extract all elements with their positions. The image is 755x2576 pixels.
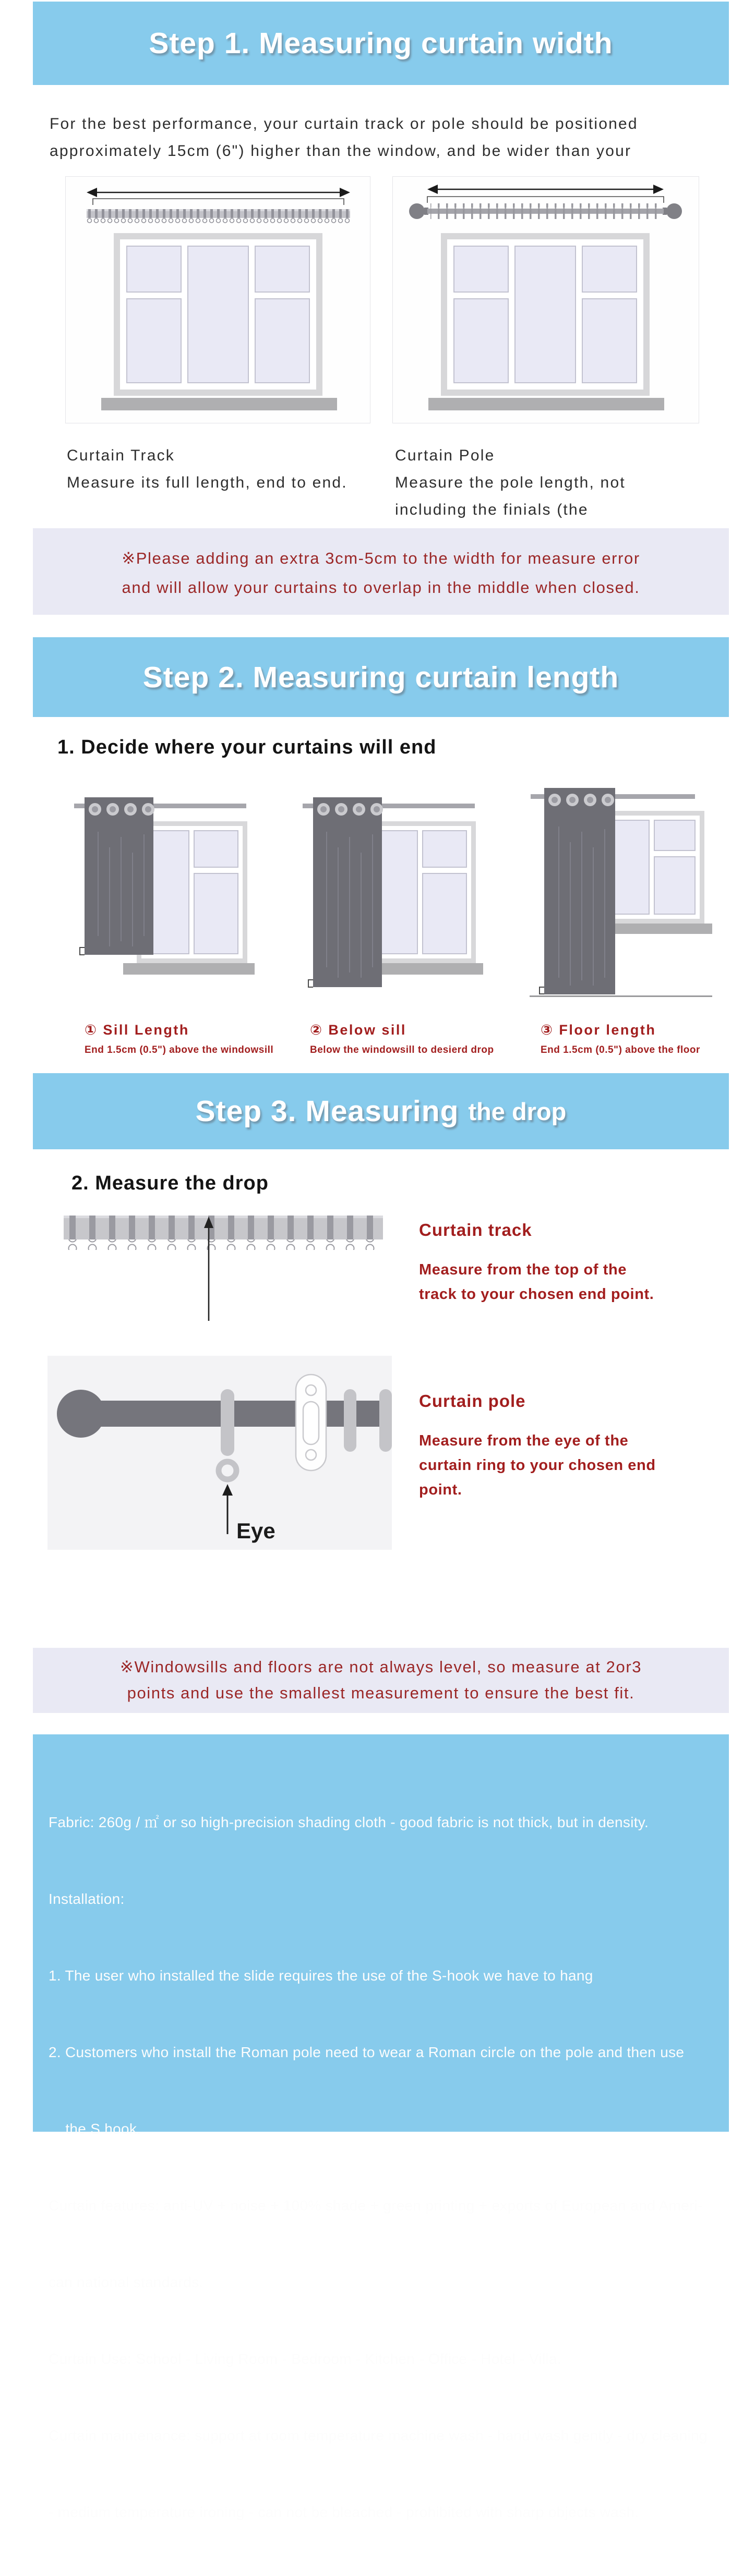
step2-banner xyxy=(33,637,729,717)
info-line: Installation: xyxy=(49,1891,125,1907)
pole-measure-line2: curtain ring to your chosen end xyxy=(419,1457,656,1474)
option3-desc: End 1.5cm (0.5") above the floor xyxy=(541,1044,700,1055)
pole-measure-line1: Measure from the eye of the xyxy=(419,1432,629,1449)
step1-banner-title: Step 1. Measuring curtain width xyxy=(149,27,613,60)
below-sill-graphic xyxy=(302,780,516,1001)
width-notice-line1: ※Please adding an extra 3cm-5cm to the width for measure error xyxy=(122,549,640,567)
track-measure-title: Curtain track xyxy=(419,1220,532,1240)
step3-banner-title: Step 3. Measuring xyxy=(195,1095,459,1128)
step3-banner xyxy=(33,1073,729,1149)
step1-banner xyxy=(33,2,729,85)
step1-intro-line1: For the best performance, your curtain track or pole should be positioned xyxy=(50,115,638,132)
curtain-ring xyxy=(379,1389,392,1452)
info-line: 1. The user who installed the slide requires the use of the S-hook we have to hang xyxy=(49,1967,593,1984)
length-option-floor xyxy=(530,780,745,1056)
measure-mark xyxy=(308,980,313,987)
pole-caption-title: Curtain Pole xyxy=(395,447,495,464)
wall-bracket xyxy=(296,1375,326,1471)
pole-measure-line3: point. xyxy=(419,1481,462,1498)
pole-measure-graphic xyxy=(47,1356,392,1550)
option2-desc: Below the windowsill to desierd drop xyxy=(310,1044,494,1055)
step3-banner-subtitle: the drop xyxy=(468,1097,567,1125)
curtain-ring xyxy=(344,1389,356,1452)
info-line: Fabric: 260g / ㎡ or so high-precision shading cloth - good fabric is not thick, but in density. xyxy=(49,1814,649,1830)
track-measure-graphic xyxy=(63,1212,389,1325)
window-graphic xyxy=(101,233,337,410)
track-measure-diagram xyxy=(63,1212,389,1327)
curtain-track-diagram xyxy=(65,176,370,423)
level-notice xyxy=(33,1648,729,1713)
option1-desc: End 1.5cm (0.5") above the windowsill xyxy=(85,1044,274,1055)
track-window-graphic xyxy=(66,177,371,423)
track-caption-title: Curtain Track xyxy=(67,447,175,464)
track-caption xyxy=(67,442,347,496)
info-line: Curtain Use: School - Living Room - Bedroom - Kitchen - Office - Hotel - Villa. xyxy=(49,2351,561,2367)
sill-length-graphic xyxy=(73,780,287,1001)
curtain-track-graphic xyxy=(87,209,350,225)
eye-label: Eye xyxy=(236,1518,275,1543)
info-line: - medium temperature ironing - can not be bleached - prohibited with sharp objects wash. xyxy=(49,2504,639,2520)
product-info-box xyxy=(33,1734,729,2520)
track-caption-body: Measure its full length, end to end. xyxy=(67,474,347,491)
step1-intro xyxy=(50,111,638,165)
info-line: Curtain maintenance: support at room temperature machine wash - hand wash gently - dry cleaning xyxy=(49,2427,708,2444)
track-measure-body xyxy=(419,1258,654,1307)
length-option-sill xyxy=(73,780,288,1056)
curtain-pole-graphic xyxy=(409,203,682,219)
pole-caption-line2: including the finials (the xyxy=(395,501,589,518)
curtain-graphic xyxy=(313,797,383,987)
info-line: Curtain features: anti-UV + noise + 100% shade + green printing + exports of European and Ameri- xyxy=(49,2197,703,2214)
option2-title: ② Below sill xyxy=(310,1022,406,1038)
option3-title: ③ Floor length xyxy=(541,1022,656,1038)
level-notice-line1: ※Windowsills and floors are not always level, so measure at 2or3 xyxy=(119,1658,642,1676)
curtain-pole-diagram xyxy=(392,176,699,423)
track-measure-line2: track to your chosen end point. xyxy=(419,1286,654,1303)
floor-line xyxy=(530,995,712,997)
measure-mark xyxy=(540,987,544,994)
option1-title: ① Sill Length xyxy=(85,1022,189,1038)
length-option-below-sill xyxy=(302,780,517,1056)
step3-heading: 2. Measure the drop xyxy=(71,1172,269,1194)
info-line: the S hook. xyxy=(49,2121,141,2137)
window-graphic xyxy=(428,233,664,410)
level-notice-line2: points and use the smallest measurement to ensure the best fit. xyxy=(127,1684,635,1702)
pole-measure-title: Curtain pole xyxy=(419,1391,526,1411)
width-notice-line2: and will allow your curtains to overlap in the middle when closed. xyxy=(122,578,640,597)
width-arrow xyxy=(427,185,664,203)
step2-heading: 1. Decide where your curtains will end xyxy=(57,736,437,758)
step1-intro-line2: approximately 15cm (6") higher than the window, and be wider than your xyxy=(50,142,632,160)
pole-measure-body xyxy=(419,1429,656,1502)
curtain-graphic xyxy=(544,788,615,994)
pole-window-graphic xyxy=(393,177,698,423)
track-measure-line1: Measure from the top of the xyxy=(419,1261,627,1278)
pole-caption-line1: Measure the pole length, not xyxy=(395,474,626,491)
width-notice xyxy=(33,528,729,615)
info-line: can national standards. xyxy=(49,2274,203,2290)
pole-measure-diagram xyxy=(47,1356,392,1552)
floor-length-graphic xyxy=(530,780,744,1001)
info-line: 2. Customers who install the Roman pole need to wear a Roman circle on the pole and then use xyxy=(49,2044,685,2060)
measure-mark xyxy=(80,947,85,955)
step2-banner-title: Step 2. Measuring curtain length xyxy=(142,660,619,694)
width-arrow xyxy=(87,188,350,205)
curtain-graphic xyxy=(85,797,154,955)
pole-caption xyxy=(395,442,626,524)
